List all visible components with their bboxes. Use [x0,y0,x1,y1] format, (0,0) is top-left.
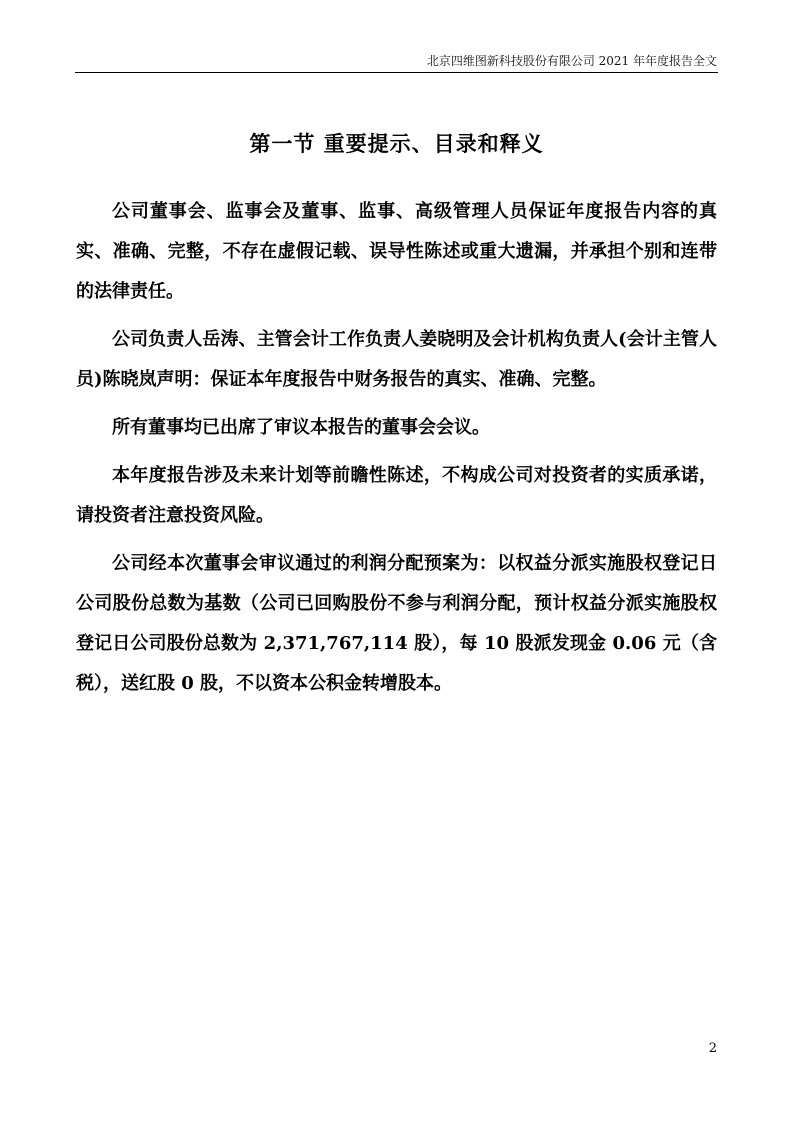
section-title: 第一节 重要提示、目录和释义 [249,131,544,156]
paragraph-board-guarantee: 公司董事会、监事会及董事、监事、高级管理人员保证年度报告内容的真实、准确、完整，不存在虚假记载、误导性陈述或重大遗漏，并承担个别和连带的法律责任。 [76,201,717,302]
paragraph-directors-attendance: 所有董事均已出席了审议本报告的董事会会议。 [112,417,490,438]
paragraph-financial-statement: 公司负责人岳涛、主管会计工作负责人姜晓明及会计机构负责人(会计主管人员)陈晓岚声明：保证本年度报告中财务报告的真实、准确、完整。 [76,329,717,390]
page-number: 2 [708,1041,717,1056]
paragraph-profit-distribution: 公司经本次董事会审议通过的利润分配预案为：以权益分派实施股权登记日公司股份总数为基数（公司已回购股份不参与利润分配，预计权益分派实施股权登记日公司股份总数为 2,371,767,114 股），每 10 股派发现金 0.06 元（含税），送红股 0 股，不以资本公积金转增股本。 [76,553,717,694]
paragraph-forward-looking: 本年度报告涉及未来计划等前瞻性陈述，不构成公司对投资者的实质承诺，请投资者注意投资风险。 [76,465,717,526]
running-header: 北京四维图新科技股份有限公司 2021 年年度报告全文 [426,54,717,68]
header-divider [75,72,718,73]
document-body [76,192,717,712]
